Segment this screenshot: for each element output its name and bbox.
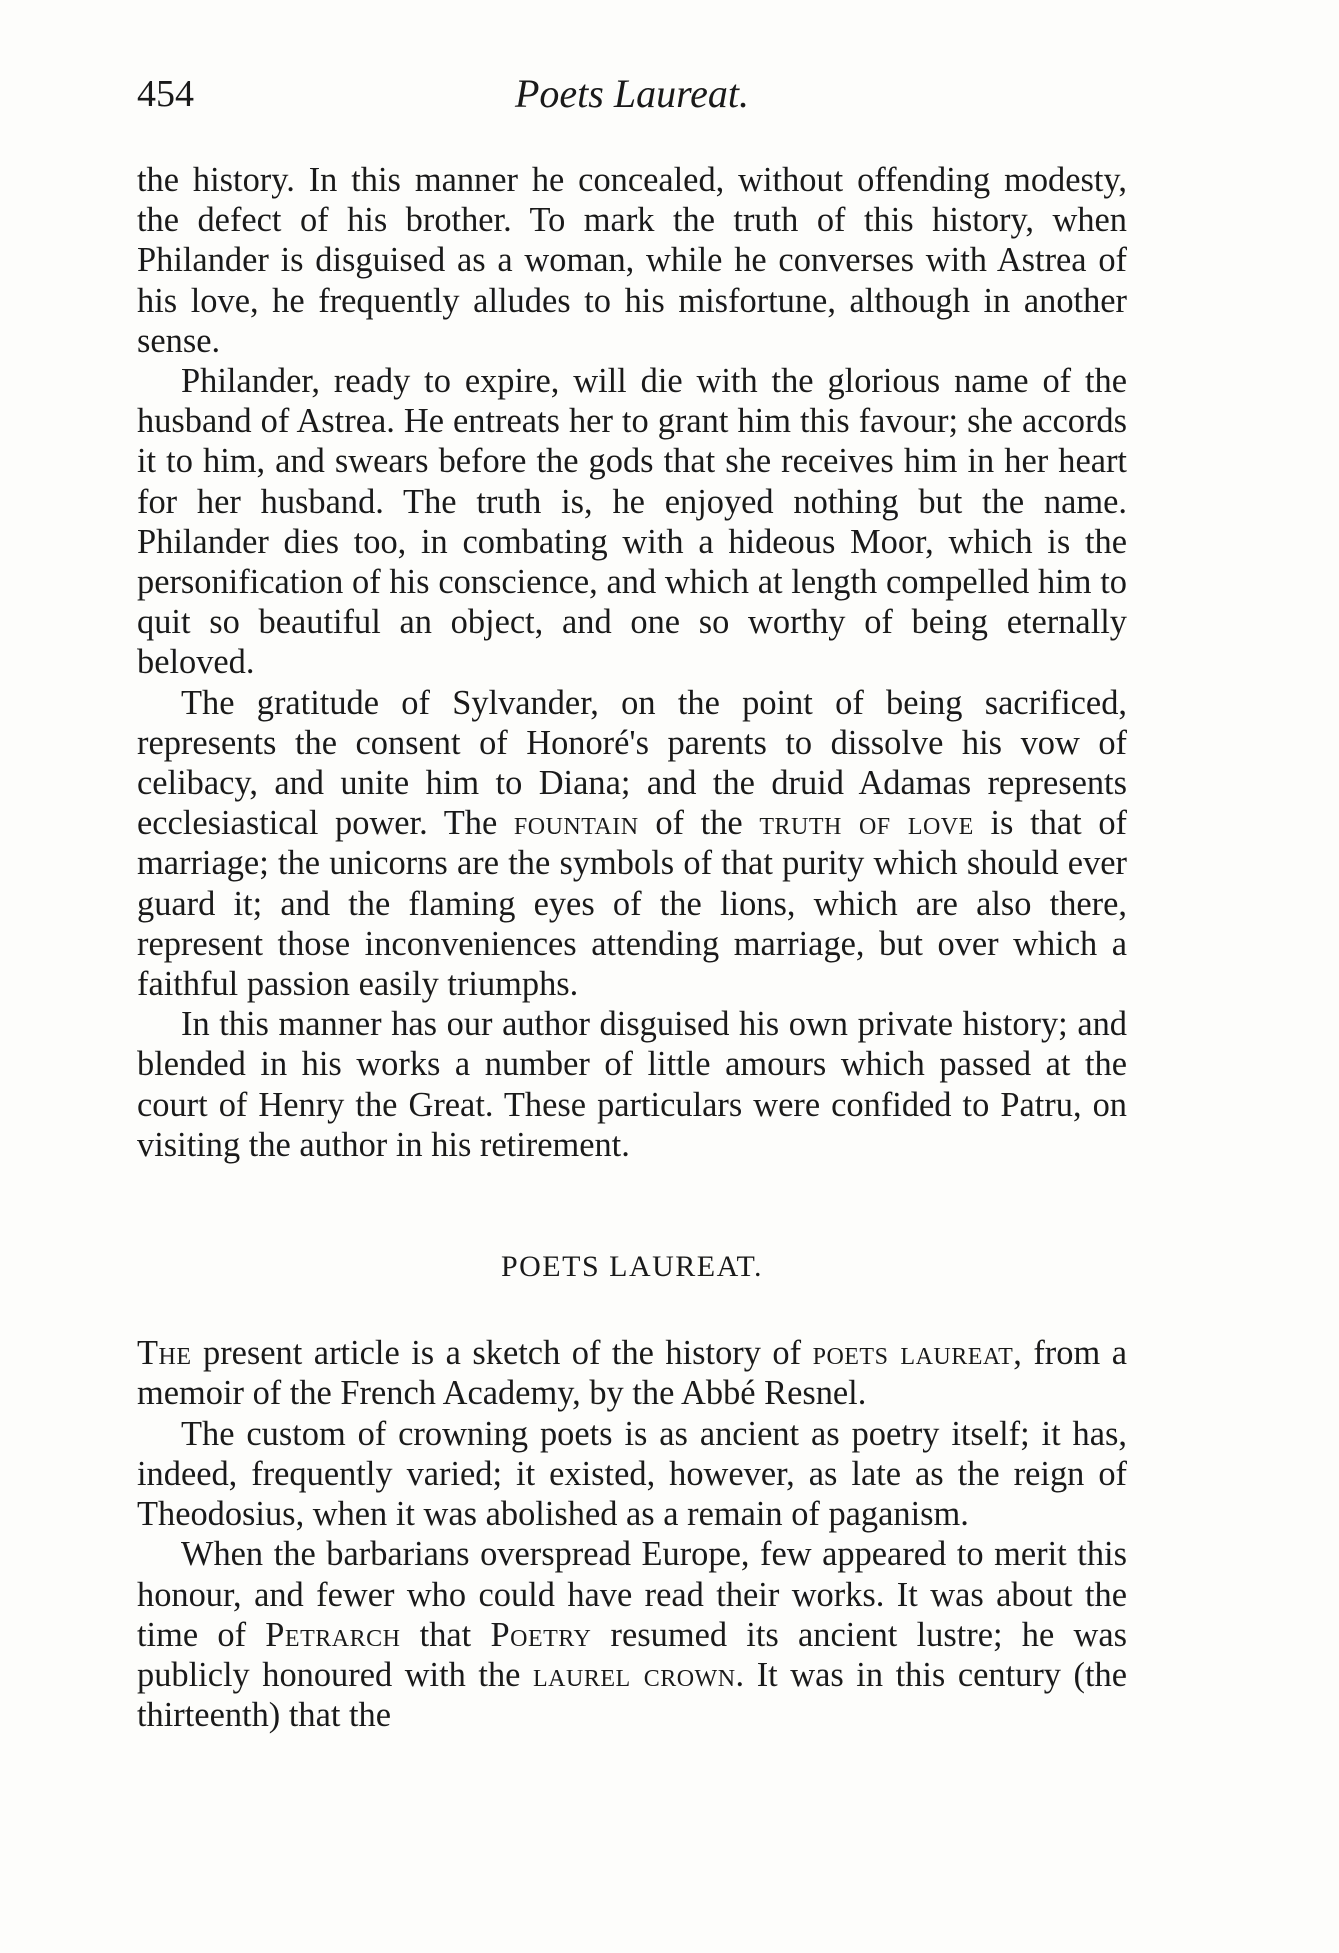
small-caps-poets-laureat: poets laureat xyxy=(812,1334,1014,1373)
text-span: , from a memoir of the French Academy, by the Abbé Resnel. xyxy=(137,1334,1127,1413)
text-span: resumed its ancient lustre; he was publicly honoured with the xyxy=(137,1615,1127,1694)
small-caps-truth-of-love: truth of love xyxy=(759,804,974,843)
small-caps-laurel-crown: laurel crown xyxy=(533,1655,736,1694)
text-span: that xyxy=(419,1615,472,1654)
body-text xyxy=(137,160,1127,1735)
text-span: of the xyxy=(655,804,743,843)
small-caps-poetry: Poetry xyxy=(490,1615,592,1654)
text-span: . It was in this century (the thirteenth) that the xyxy=(137,1655,1128,1735)
paragraph-custom-crowning: The custom of crowning poets is as ancient as poetry itself; it has, indeed, frequently varied; it existed, however, as late as the reign of Theodosius, when it was abolished as a remain of paganism. xyxy=(137,1414,1127,1534)
small-caps-the: The xyxy=(137,1334,192,1373)
paragraph-private-history: In this manner has our author disguised his own private history; and blended in his works a number of little amours which passed at the court of Henry the Great. These particulars were confided to Patru, on visiting the author in his retirement. xyxy=(137,1005,1127,1164)
small-caps-fountain: fountain xyxy=(513,804,639,843)
paragraph-barbarians xyxy=(137,1534,1127,1735)
paragraph-gratitude-sylvander xyxy=(137,683,1127,1005)
text-span: When the barbarians overspread Europe, few appeared to merit this honour, and fewer who could have read their works. It was about the time of xyxy=(137,1535,1127,1654)
page-header xyxy=(137,58,1127,118)
small-caps-petrarch: Petrarch xyxy=(265,1615,401,1654)
paragraph-history-continued: the history. In this manner he concealed, without offending modesty, the defect of his brother. To mark the truth of this history, when Philander is disguised as a woman, while he converses with Astrea of his love, he frequently alludes to his misfortune, although in another sense. xyxy=(137,161,1127,360)
page-number: 454 xyxy=(137,73,194,115)
text-span: The gratitude of Sylvander, on the point of being sacrificed, represents the consent of Honoré's parents to dissolve his vow of celibacy, and unite him to Diana; and the druid Adamas represents ecclesiastical power. The xyxy=(137,683,1127,843)
running-title: Poets Laureat. xyxy=(514,71,750,116)
text-span: present article is a sketch of the history of xyxy=(203,1334,802,1373)
section-heading: POETS LAUREAT. xyxy=(500,1250,764,1284)
text-span: is that of marriage; the unicorns are the symbols of that purity which should ever guard it; and the flaming eyes of the lions, which are also there, represent those inconveniences attending marriage, but over which a faithful passion easily triumphs. xyxy=(137,804,1127,1004)
paragraph-present-article xyxy=(137,1333,1127,1413)
paragraph-philander: Philander, ready to expire, will die with the glorious name of the husband of Astrea. He entreats her to grant him this favour; she accords it to him, and swears before the gods that she receives him in her heart for her husband. The truth is, he enjoyed nothing but the name. Philander dies too, in combating with a hideous Moor, which is the personification of his conscience, and which at length compelled him to quit so beautiful an object, and one so worthy of being eternally beloved. xyxy=(137,362,1127,682)
